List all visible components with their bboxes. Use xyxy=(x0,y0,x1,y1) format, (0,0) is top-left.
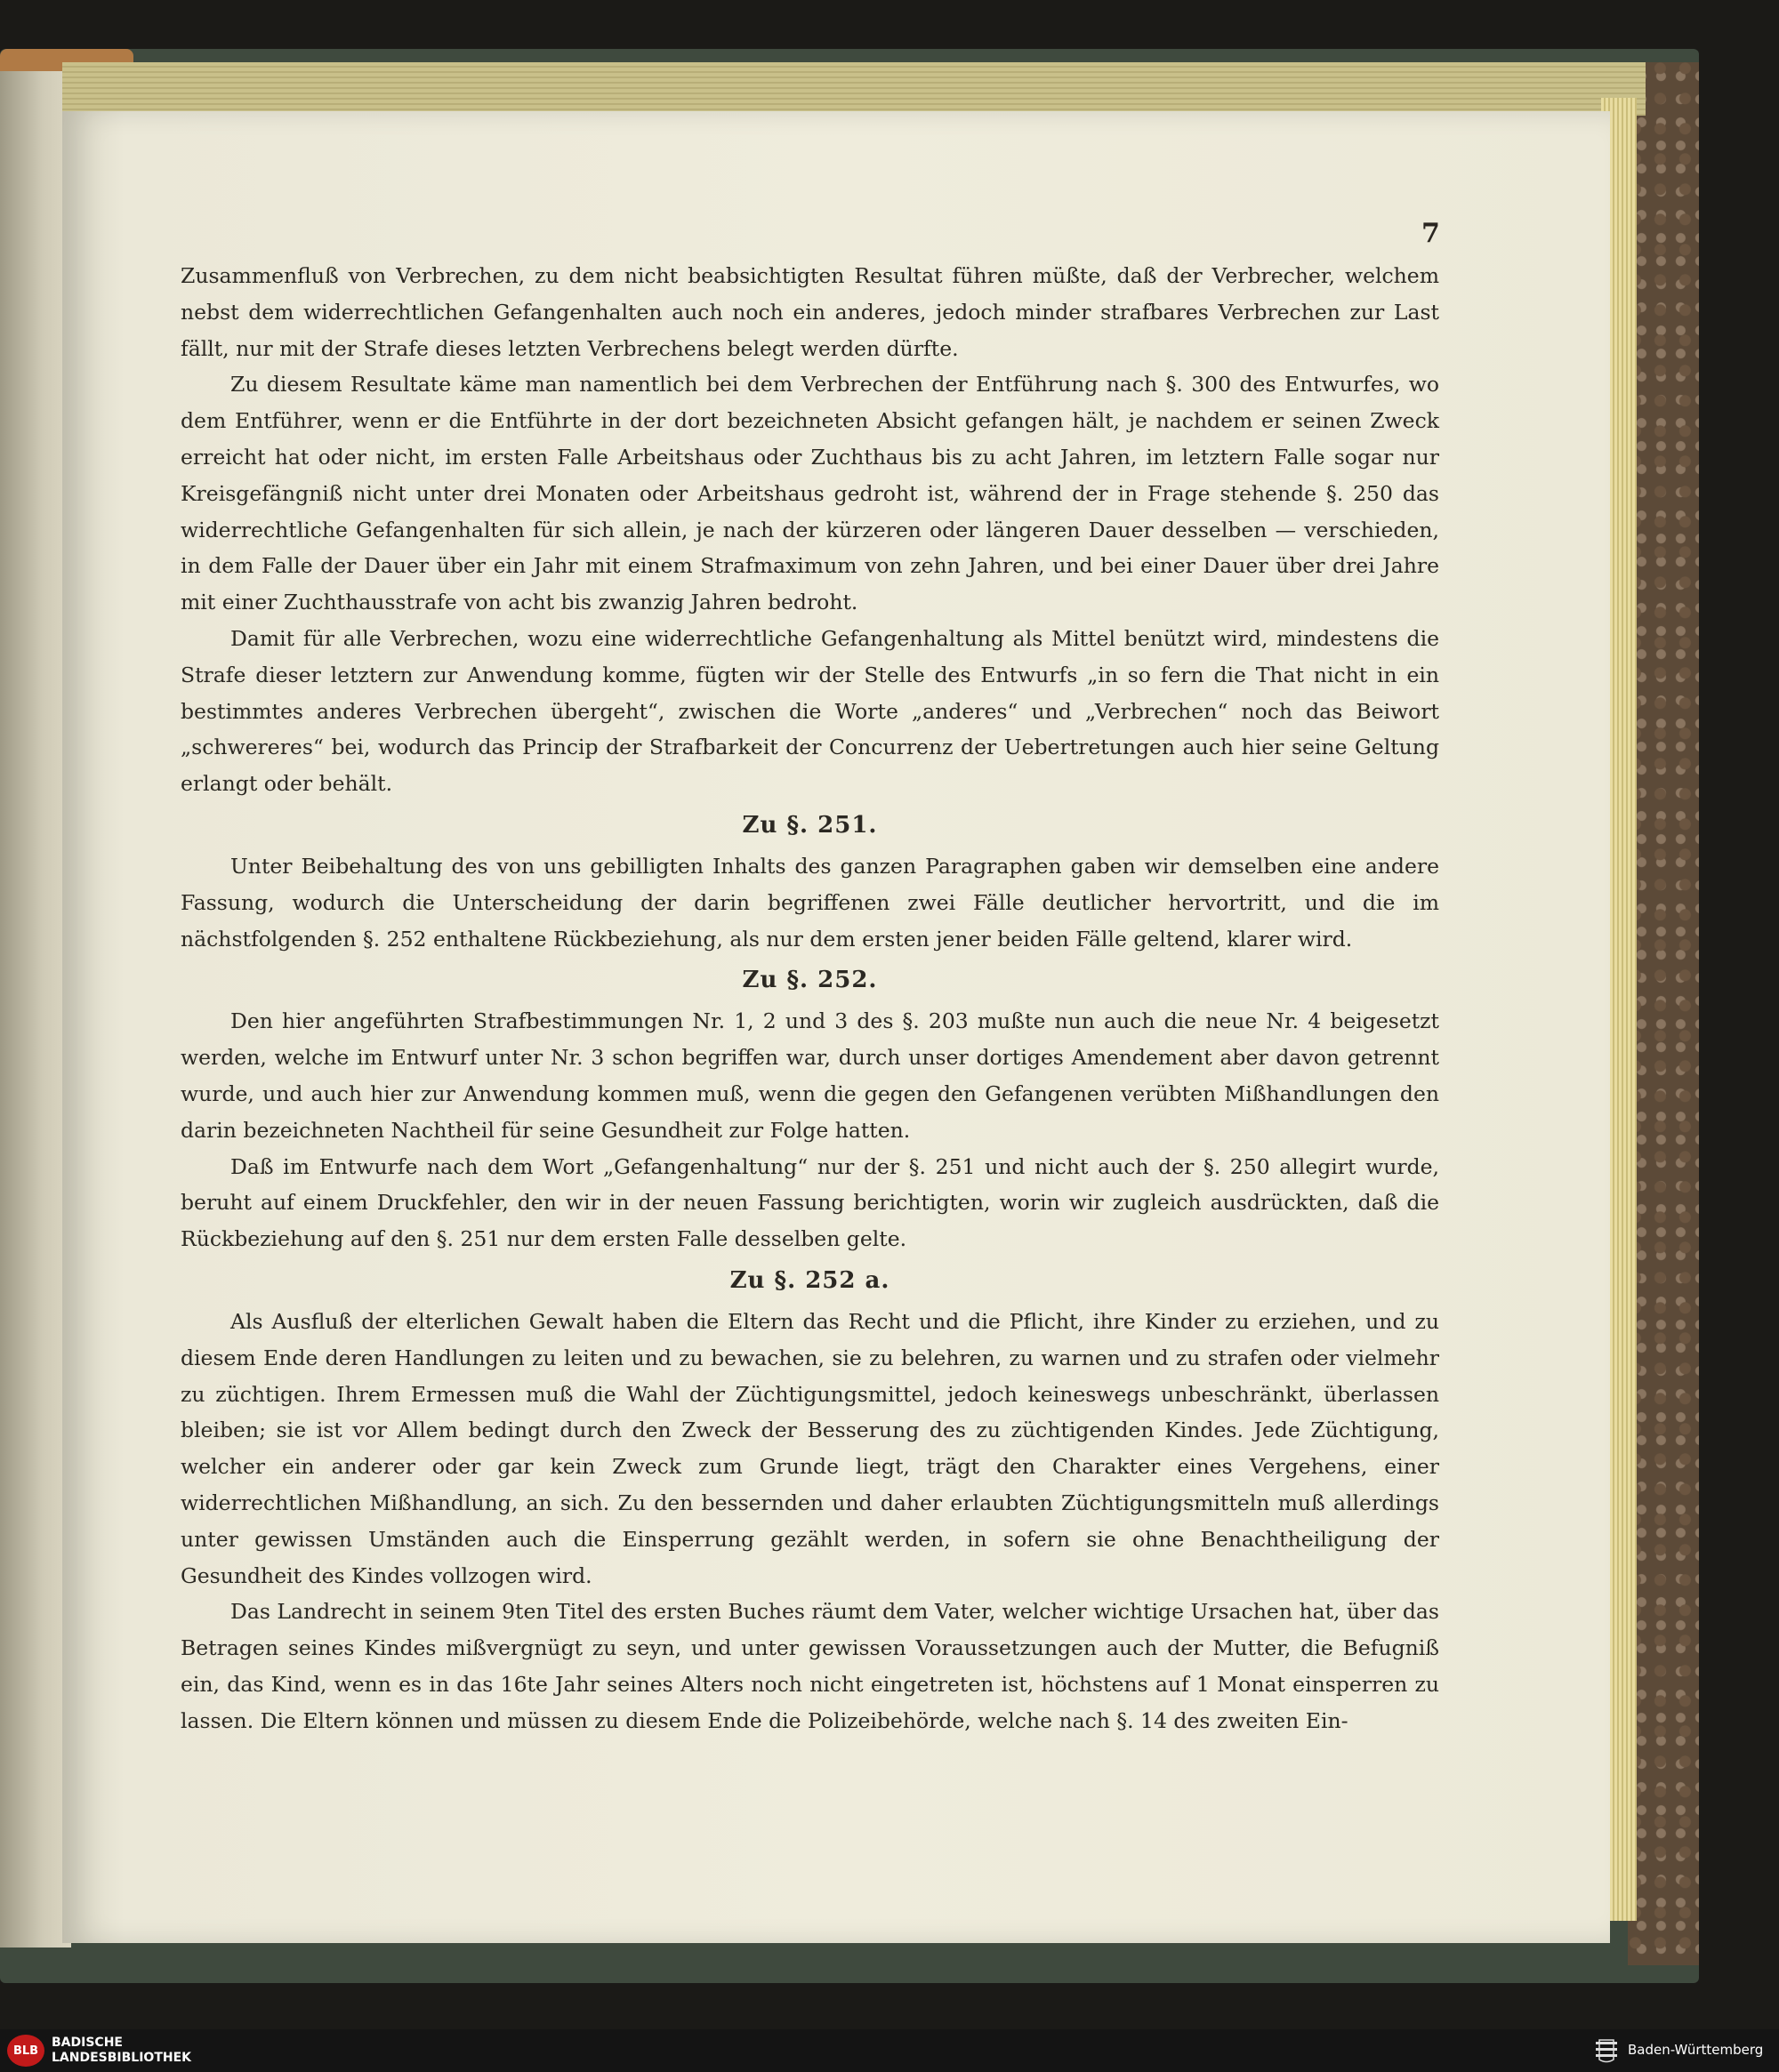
state-name[interactable]: Baden-Württemberg xyxy=(1628,2042,1764,2058)
paragraph: Damit für alle Verbrechen, wozu eine widerrechtliche Gefangenhaltung als Mittel benützt wird, mindestens die Strafe dieser letztern zur Anwendung komme, fügten wir der Stelle des Entwurfs „in so fern die That nicht in ein bestimmtes anderes Verbrechen übergeht“, zwischen die Worte „anderes“ und „Verbrechen“ noch das Beiwort „schwereres“ bei, wodurch das Princip der Strafbarkeit der Concurrenz der Uebertretungen auch hier seine Geltung erlangt oder behält. xyxy=(181,625,1439,797)
paragraph: Als Ausfluß der elterlichen Gewalt haben die Eltern das Recht und die Pflicht, ihre Kinder zu erziehen, und zu diesem Ende deren Handlungen zu leiten und zu bewachen, sie zu belehren, zu warnen und zu strafen oder vielmehr zu züchtigen. Ihrem Ermessen muß die Wahl der Züchtigungsmittel, jedoch keineswegs unbeschränkt, überlassen bleiben; sie ist vor Allem bedingt durch den Zweck der Besserung des zu züchtigenden Kindes. Jede Züchtigung, welcher ein anderer oder gar kein Zweck zum Grunde liegt, trägt den Charakter eines Vergehens, einer widerrechtlichen Mißhandlung, an sich. Zu den bessernden und daher erlaubten Züchtigungsmitteln muß allerdings unter gewissen Umständen auch die Einsperrung gezählt werden, in sofern sie ohne Benachtheiligung der Gesundheit des Kindes vollzogen wird. xyxy=(181,1308,1439,1588)
marbled-cover-edge xyxy=(1628,62,1699,1965)
paragraph: Unter Beibehaltung des von uns gebilligten Inhalts des ganzen Paragraphen gaben wir demselben eine andere Fassung, wodurch die Unterscheidung der darin begriffenen zwei Fälle deutlicher hervortritt, und die im nächstfolgenden §. 252 enthaltene Rückbeziehung, als nur dem ersten jener beiden Fälle geltend, klarer wird. xyxy=(181,853,1439,952)
paragraph: Daß im Entwurfe nach dem Wort „Gefangenhaltung“ nur der §. 251 und nicht auch der §. 250 allegirt wurde, beruht auf einem Druckfehler, den wir in der neuen Fassung berichtigten, worin wir zugleich ausdrückten, daß die Rückbeziehung auf den §. 251 nur dem ersten Falle desselben gelte. xyxy=(181,1153,1439,1252)
library-name-line1: BADISCHE xyxy=(52,2036,123,2050)
paragraph: Das Landrecht in seinem 9ten Titel des ersten Buches räumt dem Vater, welcher wichtige Ursachen hat, über das Betragen seines Kindes mißvergnügt zu seyn, und unter gewissen Voraussetzungen auch der Mutter, die Befugniß ein, das Kind, wenn es in das 16te Jahr seines Alters noch nicht eingetreten ist, höchstens auf 1 Monat einsperren zu lassen. Die Eltern können und müssen zu diesem Ende die Polizeibehörde, welche nach §. 14 des zweiten Ein- xyxy=(181,1599,1439,1733)
footer-bar xyxy=(0,2029,1779,2072)
page-number: 7 xyxy=(1421,218,1440,249)
paragraph: Zusammenfluß von Verbrechen, zu dem nicht beabsichtigten Resultat führen müßte, daß der Verbrecher, welchem nebst dem widerrechtlichen Gefangenhalten auch noch ein anderes, jedoch minder strafbares Verbrechen zur Last fällt, nur mit der Strafe dieses letzten Verbrechens belegt werden dürfte. xyxy=(181,263,1439,361)
page-stack-top-edge xyxy=(62,62,1646,116)
paragraph: Zu diesem Resultate käme man namentlich bei dem Verbrechen der Entführung nach §. 300 des Entwurfes, wo dem Entführer, wenn er die Entführte in der dort bezeichneten Absicht gefangen hält, je nachdem er seinen Zweck erreicht hat oder nicht, im ersten Falle Arbeitshaus oder Zuchthaus bis zu acht Jahren, im letztern Falle sogar nur Kreisgefängniß nicht unter drei Monaten oder Arbeitshaus gedroht ist, während der in Frage stehende §. 250 das widerrechtliche Gefangenhalten für sich allein, je nach der kürzeren oder längeren Dauer desselben — verschieden, in dem Falle der Dauer über ein Jahr mit einem Strafmaximum von zehn Jahren, und bei einer Dauer über drei Jahre mit einer Zuchthausstrafe von acht bis zwanzig Jahren bedroht. xyxy=(181,372,1439,615)
section-heading: Zu §. 251. xyxy=(742,811,878,839)
paragraph: Den hier angeführten Strafbestimmungen Nr. 1, 2 und 3 des §. 203 mußte nun auch die neue Nr. 4 beigesetzt werden, welche im Entwurf unter Nr. 3 schon begriffen war, durch unser dortiges Amendement aber davon getrennt wurde, und auch hier zur Anwendung kommen muß, wenn die gegen den Gefangenen verübten Mißhandlungen den darin bezeichneten Nachtheil für seine Gesundheit zur Folge hatten. xyxy=(181,1008,1439,1143)
section-heading: Zu §. 252 a. xyxy=(729,1266,890,1294)
left-page-gutter xyxy=(0,71,71,1948)
page-body-text xyxy=(181,258,1439,1739)
library-name[interactable] xyxy=(52,2036,191,2066)
baden-wuerttemberg-coat-of-arms-icon[interactable] xyxy=(1592,2036,1621,2065)
blb-logo-icon[interactable]: BLB xyxy=(7,2035,44,2067)
section-heading: Zu §. 252. xyxy=(742,967,878,994)
library-name-line2: LANDESBIBLIOTHEK xyxy=(52,2051,192,2065)
